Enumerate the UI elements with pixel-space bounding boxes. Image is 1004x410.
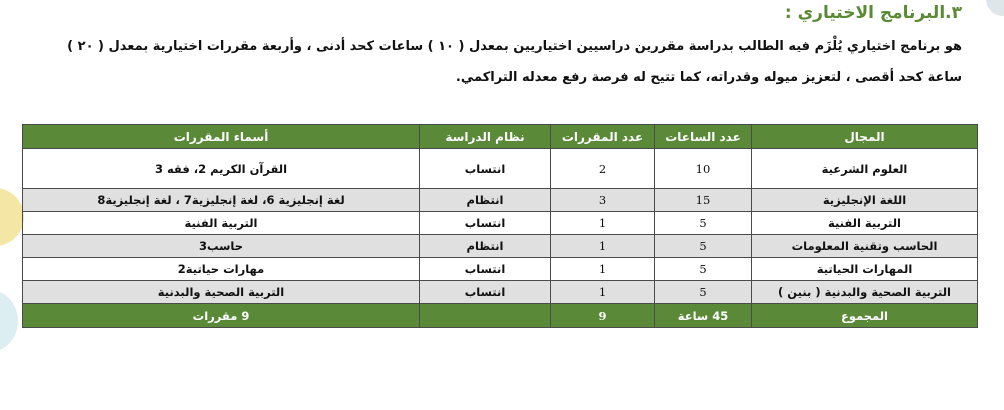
table-row — [23, 212, 978, 235]
cell-course-names: لغة إنجليزية 6، لغة إنجليزية7 ، لغة إنجليزية8 — [23, 189, 420, 212]
table-total-row — [23, 304, 978, 328]
cell-courses-count: 3 — [551, 189, 655, 212]
cell-field: التربية الفنية — [752, 212, 978, 235]
cell-hours: 5 — [655, 212, 752, 235]
cell-course-names: القرآن الكريم 2، فقه 3 — [23, 149, 420, 189]
decorative-circle-corner — [986, 0, 1004, 16]
header-courses-count: عدد المقررات — [551, 125, 655, 149]
total-label: المجموع — [752, 304, 978, 328]
table-header-row — [23, 125, 978, 149]
cell-hours: 5 — [655, 258, 752, 281]
total-course-names: 9 مقررات — [23, 304, 420, 328]
cell-field: الحاسب وتقنية المعلومات — [752, 235, 978, 258]
elective-program-table — [22, 124, 978, 328]
cell-field: التربية الصحية والبدنية ( بنين ) — [752, 281, 978, 304]
cell-courses-count: 1 — [551, 212, 655, 235]
table-row — [23, 258, 978, 281]
cell-study-system: انتساب — [420, 281, 551, 304]
cell-course-names: حاسب3 — [23, 235, 420, 258]
section-heading: ٣.البرنامج الاختياري : — [784, 3, 962, 23]
table-row — [23, 235, 978, 258]
cell-field: المهارات الحياتية — [752, 258, 978, 281]
total-courses-count: 9 — [551, 304, 655, 328]
cell-field: العلوم الشرعية — [752, 149, 978, 189]
cell-study-system: انتساب — [420, 149, 551, 189]
total-hours: 45 ساعة — [655, 304, 752, 328]
cell-study-system: انتساب — [420, 212, 551, 235]
cell-study-system: انتظام — [420, 235, 551, 258]
cell-study-system: انتساب — [420, 258, 551, 281]
table-row — [23, 149, 978, 189]
cell-hours: 10 — [655, 149, 752, 189]
cell-field: اللغة الإنجليزية — [752, 189, 978, 212]
cell-course-names: مهارات حياتية2 — [23, 258, 420, 281]
cell-courses-count: 2 — [551, 149, 655, 189]
header-hours: عدد الساعات — [655, 125, 752, 149]
cell-courses-count: 1 — [551, 281, 655, 304]
decorative-circle-blue — [0, 290, 18, 352]
cell-course-names: التربية الصحية والبدنية — [23, 281, 420, 304]
cell-hours: 5 — [655, 281, 752, 304]
header-field: المجال — [752, 125, 978, 149]
cell-hours: 5 — [655, 235, 752, 258]
cell-course-names: التربية الفنية — [23, 212, 420, 235]
cell-courses-count: 1 — [551, 258, 655, 281]
table-row — [23, 189, 978, 212]
cell-courses-count: 1 — [551, 235, 655, 258]
header-course-names: أسماء المقررات — [23, 125, 420, 149]
header-study-system: نظام الدراسة — [420, 125, 551, 149]
decorative-circle-yellow — [0, 188, 24, 246]
cell-study-system: انتظام — [420, 189, 551, 212]
table-row — [23, 281, 978, 304]
section-paragraph: هو برنامج اختياري يُلْزَم فيه الطالب بدراسة مقررين دراسيين اختياريين بمعدل ( ١٠ ) ساعات كحد أدنى ، وأربعة مقررات اختيارية بمعدل ( ٢٠ ) ساعة كحد أقصى ، لتعزيز ميوله وقدراته، كما تتيح له فرصة رفع معدله التراكمي. — [67, 39, 962, 85]
total-study-system — [420, 304, 551, 328]
cell-hours: 15 — [655, 189, 752, 212]
